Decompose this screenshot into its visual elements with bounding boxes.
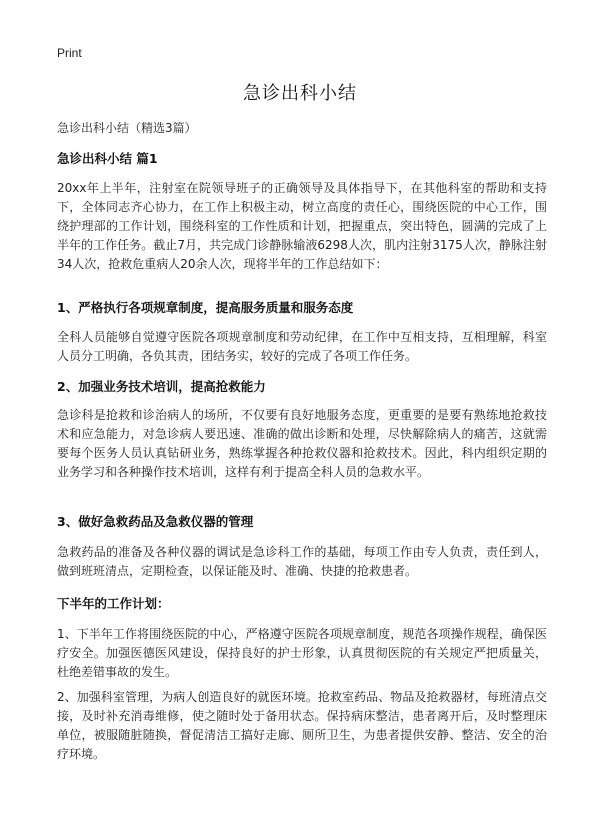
section-heading-1: 1、严格执行各项规章制度，提高服务质量和服务态度	[57, 300, 354, 315]
section-body-3: 急救药品的准备及各种仪器的调试是急诊科工作的基础，每项工作由专人负责，责任到人，做到班班清点，定期检查，以保证能及时、准确、快捷的抢救患者。	[57, 545, 547, 578]
plan-heading: 下半年的工作计划：	[57, 596, 170, 611]
part-heading: 急诊出科小结 篇1	[57, 151, 158, 166]
section-heading-2: 2、加强业务技术培训，提高抢救能力	[57, 379, 266, 394]
page-title: 急诊出科小结	[243, 83, 357, 104]
document-subtitle: 急诊出科小结（精选3篇）	[57, 121, 197, 135]
plan-item-1: 1、下半年工作将围绕医院的中心，严格遵守医院各项规章制度，规范各项操作规程，确保医疗安全。加强医德医风建设，保持良好的护士形象，认真贯彻医院的有关规定严把质量关，杜绝差错事故的发生。	[57, 627, 547, 679]
plan-item-2: 2、加强科室管理，为病人创造良好的就医环境。抢救室药品、物品及抢救器材，每班清点交接，及时补充消毒维修，使之随时处于备用状态。保持病床整洁，患者离开后，及时整理床单位，被服随脏随换，督促清洁工搞好走廊、厕所卫生，为患者提供安静、整洁、安全的治疗环境。	[57, 690, 547, 761]
section-body-1: 全科人员能够自觉遵守医院各项规章制度和劳动纪律，在工作中互相支持，互相理解，科室人员分工明确，各负其责，团结务实，较好的完成了各项工作任务。	[57, 330, 547, 363]
intro-paragraph: 20xx年上半年，注射室在院领导班子的正确领导及具体指导下，在其他科室的帮助和支持下，全体同志齐心协力，在工作上积极主动，树立高度的责任心，围绕医院的中心工作，围绕护理部的工作计划，围绕科室的工作性质和计划，把握重点，突出特色，圆满的完成了上半年的工作任务。截止7月，共完成门诊静脉输液6298人次，肌内注射3175人次，静脉注射34人次，抢救危重病人20余人次，现将半年的工作总结如下：	[57, 181, 547, 271]
print-link[interactable]: Print	[57, 46, 82, 60]
section-heading-3: 3、做好急救药品及急救仪器的管理	[57, 514, 254, 529]
section-body-2: 急诊科是抢救和诊治病人的场所，不仅要有良好地服务态度，更重要的是要有熟练地抢救技术和应急能力，对急诊病人要迅速、准确的做出诊断和处理，尽快解除病人的痛苦，这就需要每个医务人员认真钻研业务，熟练掌握各种抢救仪器和抢救技术。因此，科内组织定期的业务学习和各种操作技术培训，这样有利于提高全科人员的急救水平。	[57, 408, 547, 479]
